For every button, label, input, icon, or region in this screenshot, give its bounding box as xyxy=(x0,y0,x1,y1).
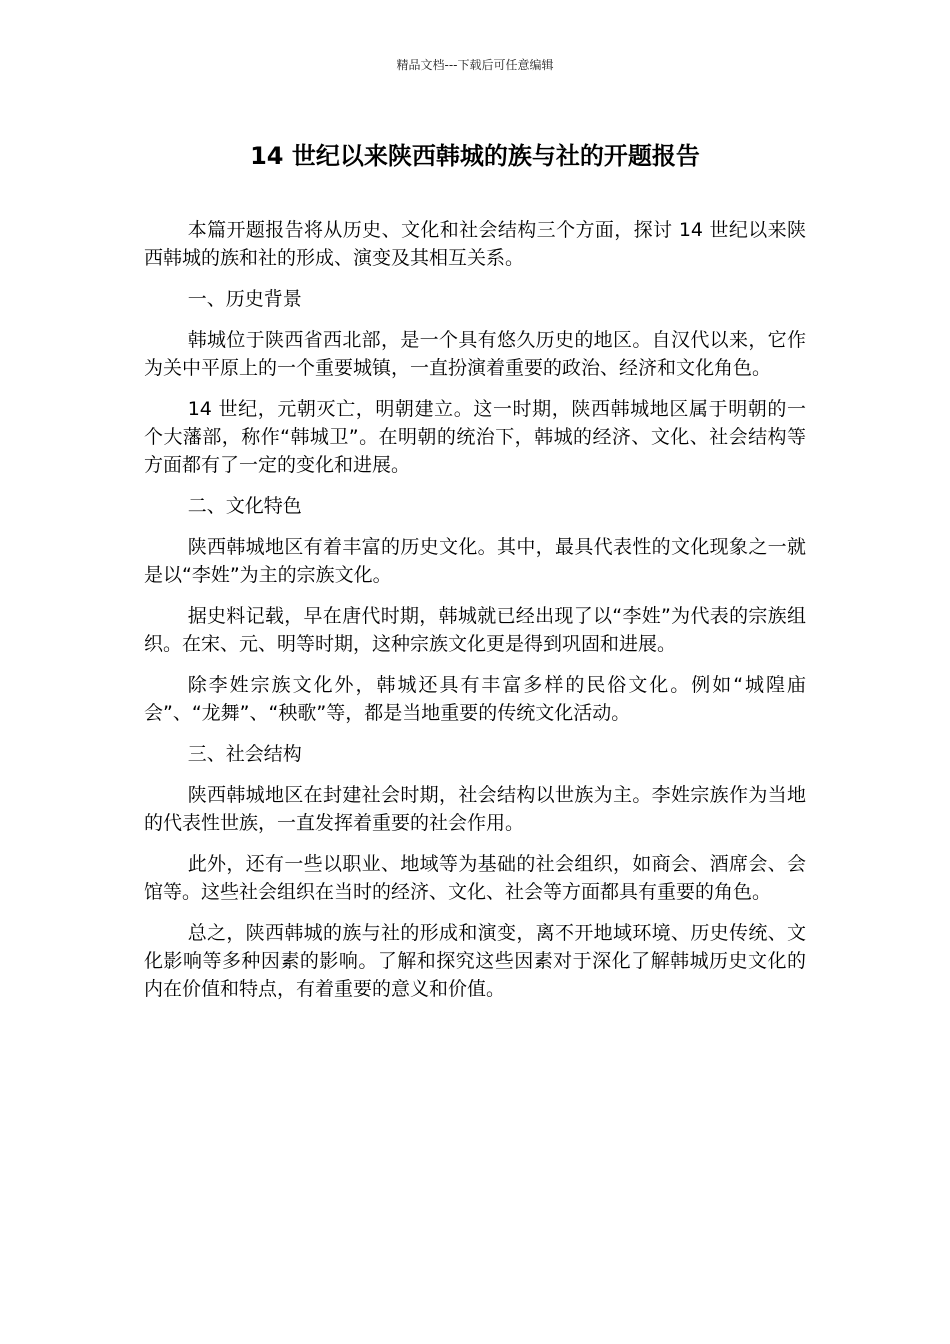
paragraph-society-1: 陕西韩城地区在封建社会时期，社会结构以世族为主。李姓宗族作为当地的代表性世族，一直发挥着重要的社会作用。 xyxy=(144,784,806,834)
paragraph-conclusion: 总之，陕西韩城的族与社的形成和演变，离不开地域环境、历史传统、文化影响等多种因素的影响。了解和探究这些因素对于深化了解韩城历史文化的内在价值和特点，有着重要的意义和价值。 xyxy=(144,922,806,1000)
paragraph-culture-1: 陕西韩城地区有着丰富的历史文化。其中，最具代表性的文化现象之一就是以“李姓”为主的宗族文化。 xyxy=(144,536,806,586)
paragraph-history-2: 14 世纪，元朝灭亡，明朝建立。这一时期，陕西韩城地区属于明朝的一个大藩部，称作“韩城卫”。在明朝的统治下，韩城的经济、文化、社会结构等方面都有了一定的变化和进展。 xyxy=(144,398,806,476)
document-title: 14 世纪以来陕西韩城的族与社的开题报告 xyxy=(250,142,700,170)
document-body xyxy=(144,216,806,1016)
paragraph-history-1: 韩城位于陕西省西北部，是一个具有悠久历史的地区。自汉代以来，它作为关中平原上的一个重要城镇，一直扮演着重要的政治、经济和文化角色。 xyxy=(144,329,806,379)
section-heading-society: 三、社会结构 xyxy=(187,743,302,765)
intro-paragraph: 本篇开题报告将从历史、文化和社会结构三个方面，探讨 14 世纪以来陕西韩城的族和社的形成、演变及其相互关系。 xyxy=(144,219,806,269)
paragraph-society-2: 此外，还有一些以职业、地域等为基础的社会组织，如商会、酒席会、会馆等。这些社会组织在当时的经济、文化、社会等方面都具有重要的角色。 xyxy=(144,853,806,903)
paragraph-culture-2: 据史料记载，早在唐代时期，韩城就已经出现了以“李姓”为代表的宗族组织。在宋、元、明等时期，这种宗族文化更是得到巩固和进展。 xyxy=(144,605,806,655)
header-note: 精品文档---下载后可任意编辑 xyxy=(396,58,554,72)
paragraph-culture-3: 除李姓宗族文化外，韩城还具有丰富多样的民俗文化。例如“城隍庙会”、“龙舞”、“秧歌”等，都是当地重要的传统文化活动。 xyxy=(144,674,806,724)
section-heading-history: 一、历史背景 xyxy=(187,288,302,310)
section-heading-culture: 二、文化特色 xyxy=(187,495,302,517)
